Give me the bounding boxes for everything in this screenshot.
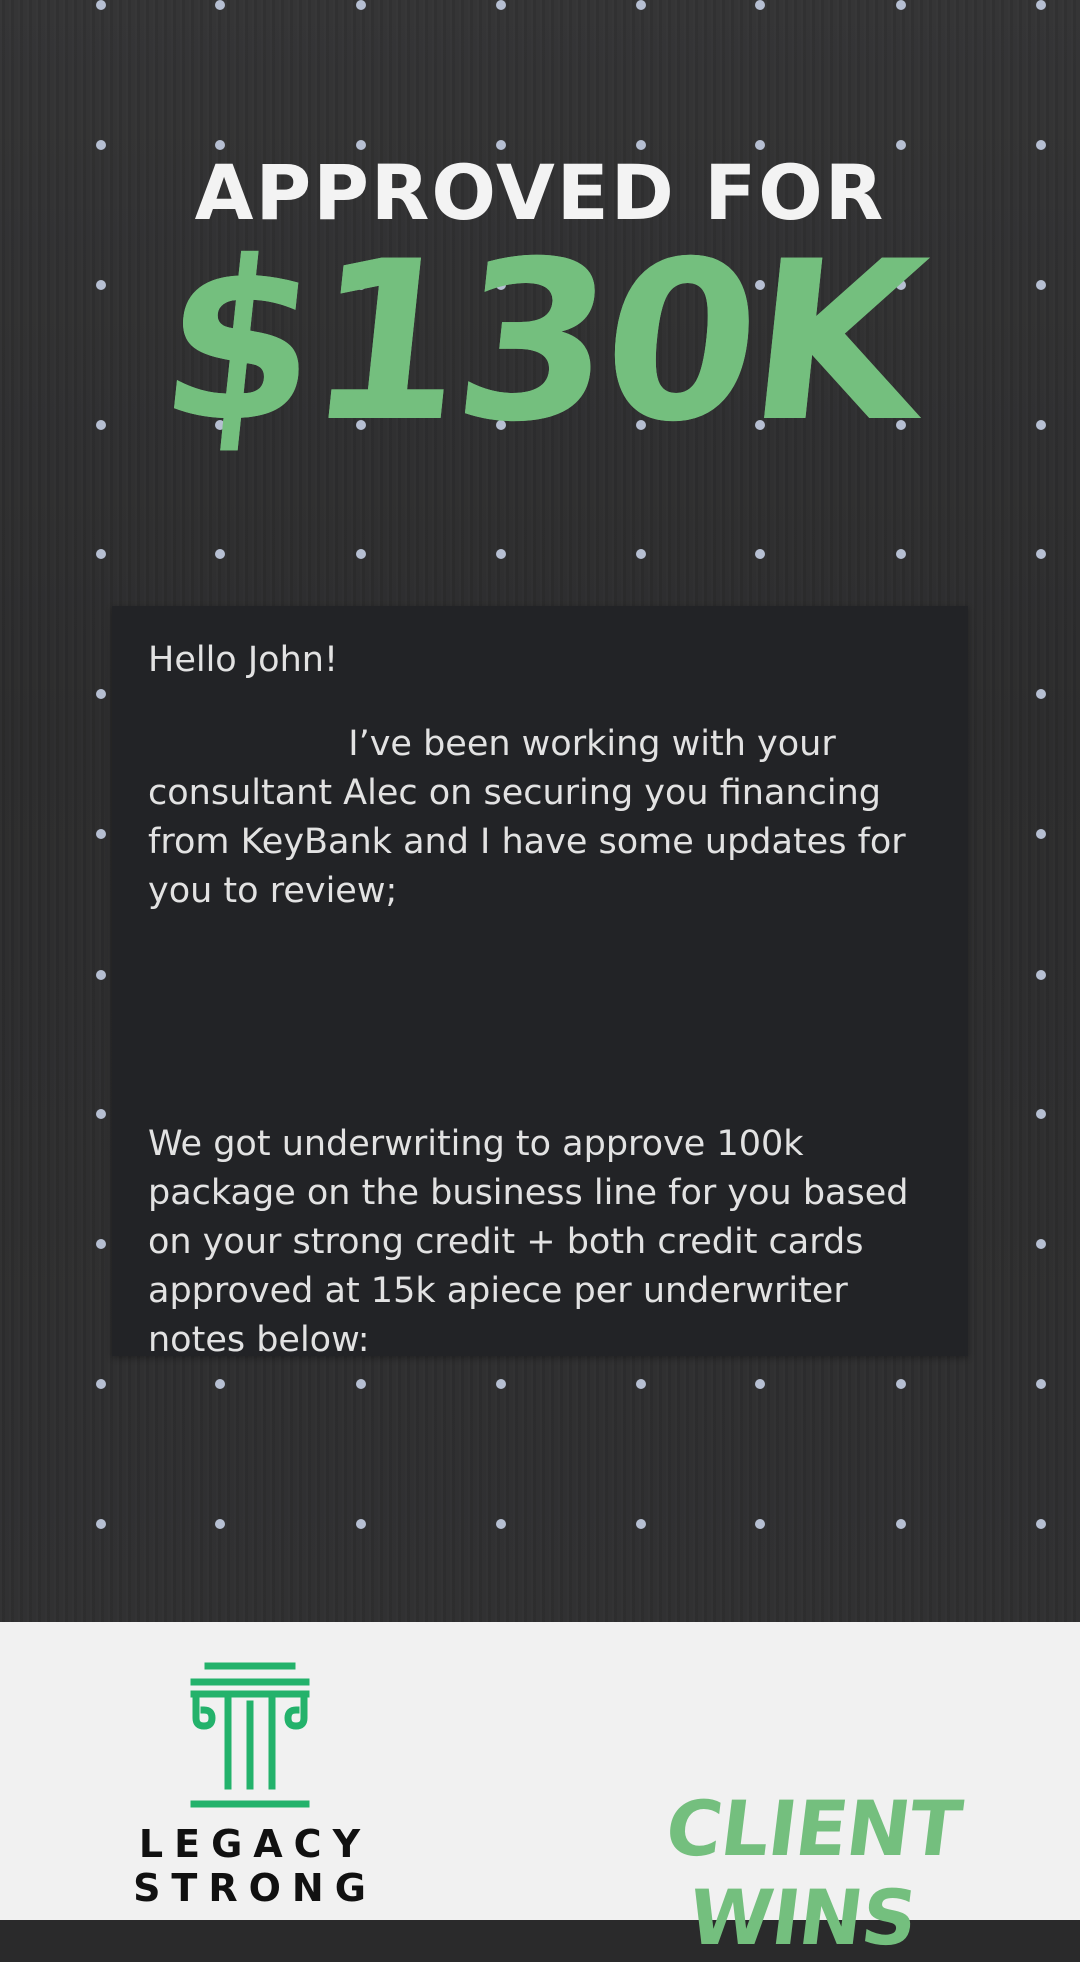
dot	[215, 549, 225, 559]
dot	[496, 1379, 506, 1389]
dot	[1036, 829, 1046, 839]
dot	[1036, 1109, 1046, 1119]
dot	[96, 1379, 106, 1389]
dot	[1036, 1239, 1046, 1249]
approved-title: APPROVED FOR	[194, 148, 886, 237]
message-card	[112, 606, 968, 1360]
dot	[96, 1109, 106, 1119]
dot	[96, 689, 106, 699]
brand-name: LEGACY STRONG	[133, 1822, 377, 1910]
dot	[96, 549, 106, 559]
client-wins-tagline: CLIENT WINS	[661, 1784, 966, 1962]
dot	[896, 0, 906, 10]
dot	[636, 549, 646, 559]
dot	[1036, 970, 1046, 980]
dot	[636, 1519, 646, 1529]
dot	[755, 549, 765, 559]
message-paragraph-1: I’ve been working with your consultant Alec on securing you financing from KeyBank and I have some updates for you to review;	[148, 724, 917, 911]
dot	[356, 549, 366, 559]
dot	[1036, 1379, 1046, 1389]
dot	[96, 970, 106, 980]
dot	[96, 1239, 106, 1249]
dot	[215, 1519, 225, 1529]
dot	[1036, 689, 1046, 699]
dot	[755, 0, 765, 10]
dot	[636, 1379, 646, 1389]
dot	[215, 0, 225, 10]
dot	[96, 1519, 106, 1529]
approved-amount: $130K	[150, 214, 930, 470]
dot	[896, 1519, 906, 1529]
dot	[496, 0, 506, 10]
dot	[496, 549, 506, 559]
dot	[96, 0, 106, 10]
dot	[96, 829, 106, 839]
dot	[356, 0, 366, 10]
dot	[1036, 0, 1046, 10]
pillar-icon	[190, 1662, 310, 1817]
message-greeting: Hello John!	[148, 640, 338, 680]
dot	[1036, 549, 1046, 559]
dot	[1036, 1519, 1046, 1529]
dot	[496, 1519, 506, 1529]
dot	[755, 1519, 765, 1529]
dot	[755, 1379, 765, 1389]
footer	[0, 1622, 1080, 1962]
dot	[356, 1379, 366, 1389]
dot	[356, 1519, 366, 1529]
dot	[215, 1379, 225, 1389]
dot	[636, 0, 646, 10]
dot	[896, 1379, 906, 1389]
dot	[896, 549, 906, 559]
message-paragraph-2: We got underwriting to approve 100k package on the business line for you based on your strong credit + both credit cards approved at 15k apiece per underwriter notes below:	[148, 1124, 920, 1360]
